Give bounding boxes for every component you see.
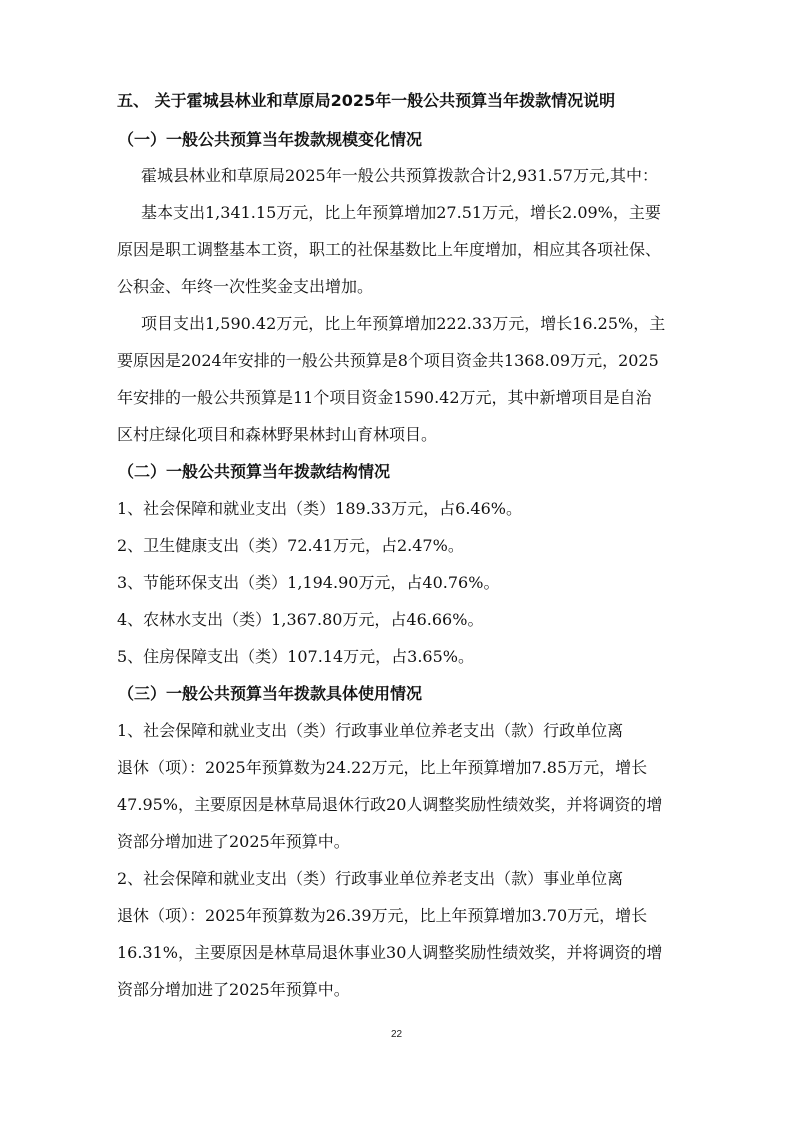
paragraph-line: 基本支出1,341.15万元，比上年预算增加27.51万元，增长2.09%，主要 xyxy=(141,203,661,222)
paragraph-line: 项目支出1,590.42万元，比上年预算增加222.33万元，增长16.25%，主 xyxy=(141,314,666,333)
paragraph-line: 2、社会保障和就业支出（类）行政事业单位养老支出（款）事业单位离 xyxy=(117,869,624,888)
subsection-title-3: （三）一般公共预算当年拨款具体使用情况 xyxy=(118,684,423,703)
paragraph-line: 1、社会保障和就业支出（类）行政事业单位养老支出（款）行政单位离 xyxy=(117,721,624,740)
subsection-title-1: （一）一般公共预算当年拨款规模变化情况 xyxy=(118,130,423,149)
paragraph-line: 原因是职工调整基本工资，职工的社保基数比上年度增加，相应其各项社保、 xyxy=(117,240,662,259)
subsection-title-2: （二）一般公共预算当年拨款结构情况 xyxy=(118,462,391,481)
page-number: 22 xyxy=(390,1029,403,1040)
list-item: 5、住房保障支出（类）107.14万元，占3.65%。 xyxy=(117,647,474,666)
section-heading: 五、 关于霍城县林业和草原局2025年一般公共预算当年拨款情况说明 xyxy=(117,91,616,110)
paragraph-line: 16.31%，主要原因是林草局退休事业30人调整奖励性绩效奖，并将调资的增 xyxy=(117,943,663,962)
paragraph-line: 霍城县林业和草原局2025年一般公共预算拨款合计2,931.57万元,其中： xyxy=(141,166,659,185)
list-item: 3、节能环保支出（类）1,194.90万元，占40.76%。 xyxy=(117,573,500,592)
paragraph-line: 退休（项）：2025年预算数为24.22万元，比上年预算增加7.85万元，增长 xyxy=(117,758,648,777)
paragraph-line: 资部分增加进了2025年预算中。 xyxy=(117,832,350,851)
paragraph-line: 资部分增加进了2025年预算中。 xyxy=(117,980,350,999)
paragraph-line: 公积金、年终一次性奖金支出增加。 xyxy=(117,277,374,296)
paragraph-line: 区村庄绿化项目和森林野果林封山育林项目。 xyxy=(117,425,438,444)
list-item: 4、农林水支出（类）1,367.80万元，占46.66%。 xyxy=(117,610,484,629)
paragraph-line: 47.95%，主要原因是林草局退休行政20人调整奖励性绩效奖，并将调资的增 xyxy=(117,795,663,814)
list-item: 1、社会保障和就业支出（类）189.33万元，占6.46%。 xyxy=(117,499,522,518)
paragraph-line: 退休（项）：2025年预算数为26.39万元，比上年预算增加3.70万元，增长 xyxy=(117,906,648,925)
paragraph-line: 要原因是2024年安排的一般公共预算是8个项目资金共1368.09万元，2025 xyxy=(117,351,659,370)
paragraph-line: 年安排的一般公共预算是11个项目资金1590.42万元，其中新增项目是自治 xyxy=(117,388,652,407)
list-item: 2、卫生健康支出（类）72.41万元，占2.47%。 xyxy=(117,536,464,555)
